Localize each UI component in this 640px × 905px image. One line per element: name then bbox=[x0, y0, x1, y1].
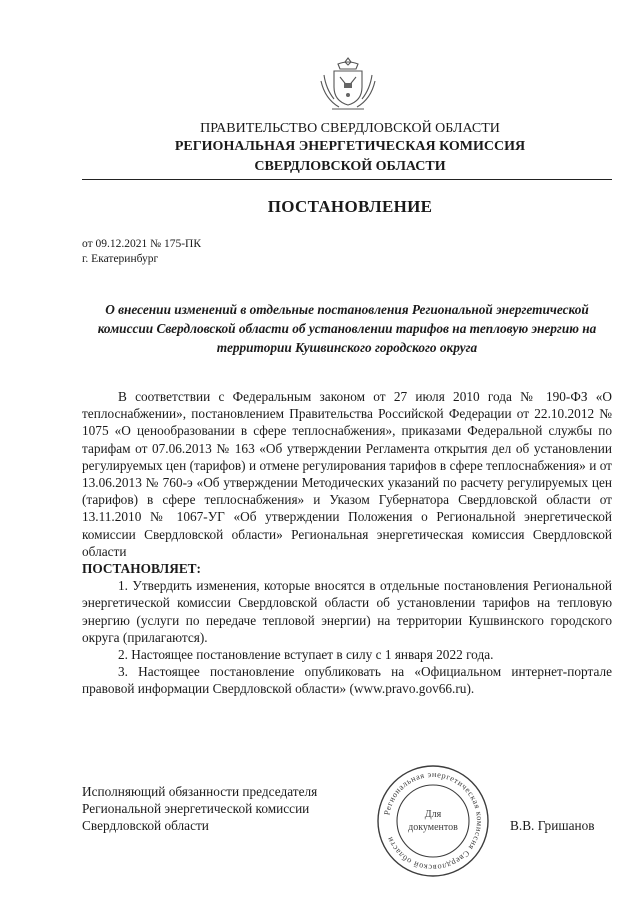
decree-item-1: 1. Утвердить изменения, которые вносятся в отдельные постановления Региональной энергетической комиссии Свердловской области об установлении тарифов на тепловую энергию (услуги по передаче тепловой энергии) на территории Кушвинского городского округа (прилагаются). bbox=[82, 578, 612, 645]
signatory-position-line1: Исполняющий обязанности председателя bbox=[82, 784, 318, 799]
header-divider bbox=[82, 179, 612, 180]
signatory-position-line2: Региональной энергетической комиссии bbox=[82, 801, 310, 817]
preamble-paragraph: В соответствии с Федеральным законом от 27 июля 2010 года № 190-ФЗ «О теплоснабжении», постановлением Правительства Российской Федерации от 22.10.2012 № 1075 «О ценообразовании в сфере теплоснабжения», приказами Федеральной службы по тарифам от 07.06.2013 № 163 «Об утверждении Регламента открытия дел об установлении регулируемых цен (тарифов) и отмене регулирования тарифов в сфере теплоснабжения» и от 13.06.2013 № 760-э «Об утверждении Методических указаний по расчету регулируемых цен (тарифов) в сфере теплоснабжения» и Указом Губернатора Свердловской области от 13.11.2010 № 1067-УГ «Об утверждении Положения о Региональной энергетической комиссии Свердловской области» Региональная энергетическая комиссия Свердловской области bbox=[82, 389, 612, 559]
signatory-name: В.В. Гришанов bbox=[510, 818, 595, 833]
document-subject: О внесении изменений в отдельные постановления Региональной энергетической комиссии Свердловской области об установлении тарифов на тепловую энергию на территории Кушвинского городского округа bbox=[97, 302, 597, 355]
stamp-center-line2: документов bbox=[408, 822, 458, 833]
stamp-center-line1: Для bbox=[424, 809, 442, 820]
decree-item-2: 2. Настоящее постановление вступает в силу с 1 января 2022 года. bbox=[118, 647, 494, 663]
decree-item-3: 3. Настоящее постановление опубликовать на «Официальном интернет-портале правовой информации Свердловской области» (www.pravo.gov66.ru). bbox=[82, 664, 612, 697]
government-name: ПРАВИТЕЛЬСТВО СВЕРДЛОВСКОЙ ОБЛАСТИ bbox=[200, 121, 500, 136]
document-date-number: от 09.12.2021 № 175-ПК bbox=[82, 238, 202, 250]
document-body bbox=[82, 388, 612, 698]
document-city: г. Екатеринбург bbox=[82, 253, 159, 265]
document-title: ПОСТАНОВЛЕНИЕ bbox=[267, 197, 433, 216]
official-stamp bbox=[374, 762, 492, 880]
stamp-ring-text: Региональная энергетическая комиссия Свердловской области bbox=[382, 769, 485, 873]
commission-name-line2: СВЕРДЛОВСКОЙ ОБЛАСТИ bbox=[254, 159, 446, 174]
coat-of-arms-icon bbox=[318, 55, 378, 115]
decree-word: ПОСТАНОВЛЯЕТ: bbox=[82, 561, 201, 577]
commission-name-line1: РЕГИОНАЛЬНАЯ ЭНЕРГЕТИЧЕСКАЯ КОМИССИЯ bbox=[174, 139, 526, 154]
signatory-position bbox=[82, 783, 317, 835]
signatory-position-line3: Свердловской области bbox=[82, 818, 209, 834]
